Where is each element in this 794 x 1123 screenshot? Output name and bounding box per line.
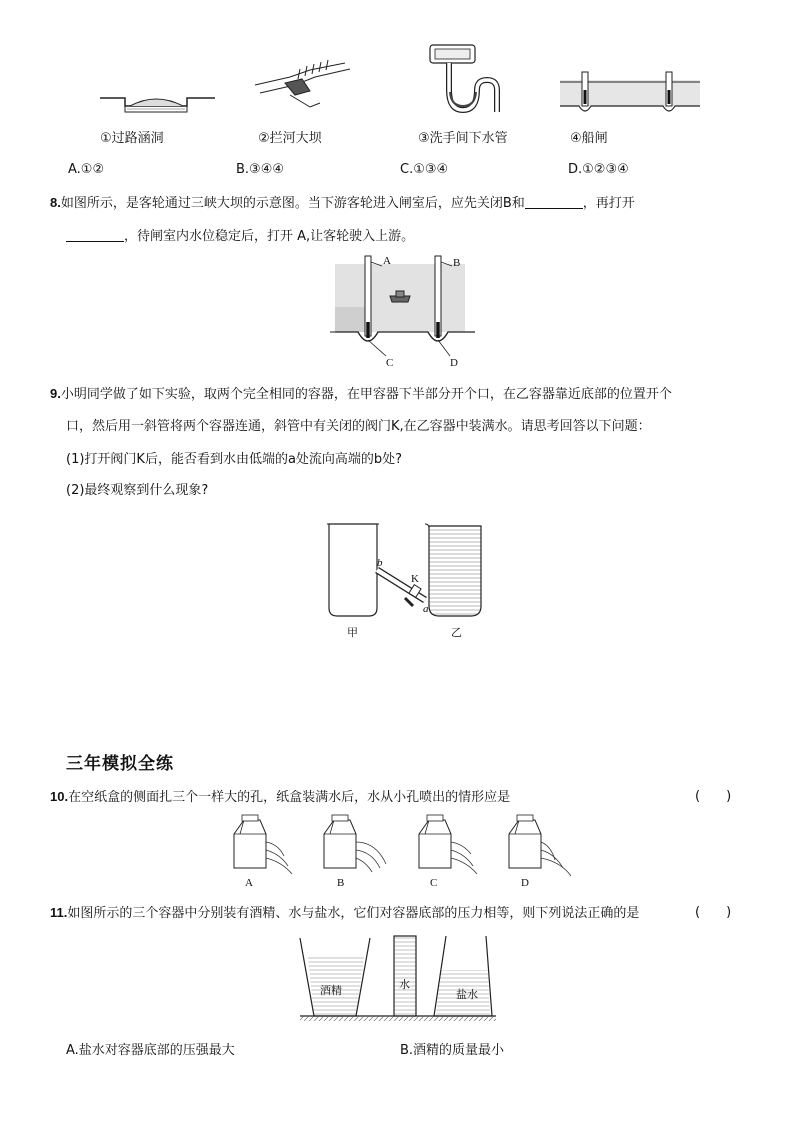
three-containers-figure [298, 932, 498, 1027]
q9-line1 [50, 385, 672, 404]
q11-option-b[interactable]: B.酒精的质量最小 [400, 1043, 505, 1058]
caption-dam: ②拦河大坝 [258, 131, 322, 146]
label-b-point: b [377, 557, 383, 569]
label-water: 水 [399, 978, 410, 991]
label-valve-k: K [411, 573, 419, 585]
label-a: A [383, 255, 391, 267]
q10-answer-paren[interactable]: ( ) [695, 789, 732, 804]
q9-sub2: (2)最终观察到什么现象? [66, 483, 209, 498]
label-d: D [450, 357, 458, 369]
label-container-yi: 乙 [451, 626, 462, 639]
q8-text1: 如图所示，是客轮通过三峡大坝的示意图。当下游客轮进入闸室后，应先关闭B和 [60, 196, 525, 211]
q8-line2 [66, 227, 414, 246]
label-a-point: a [423, 603, 429, 615]
q9-text-line1: 小明同学做了如下实验，取两个完全相同的容器，在甲容器下半部分开个口，在乙容器靠近底部的位置开个 [60, 387, 672, 402]
connected-containers-figure [325, 520, 485, 645]
q8-number: 8. [50, 195, 61, 210]
three-gorges-lock-figure [330, 252, 480, 372]
caption-culvert: ①过路涵洞 [100, 131, 164, 146]
q9-number: 9. [50, 386, 61, 401]
q8-blank2[interactable] [66, 227, 124, 242]
q11-option-a[interactable]: A.盐水对容器底部的压强最大 [66, 1043, 235, 1058]
sink-pipe-figure [425, 40, 505, 120]
label-container-jia: 甲 [347, 626, 358, 639]
carton-label-a: A [245, 877, 253, 889]
q11-text: 如图所示的三个容器中分别装有酒精、水与盐水，它们对容器底部的压力相等，则下列说法正确的是 [67, 906, 640, 921]
milk-carton-figure [225, 812, 585, 892]
label-b: B [453, 257, 461, 269]
carton-label-b: B [337, 877, 345, 889]
caption-ship-lock: ④船闸 [570, 131, 608, 146]
ship-lock-figure [555, 68, 705, 118]
q8-blank1[interactable] [525, 194, 583, 209]
q9-sub1: (1)打开阀门K后，能否看到水由低端的a处流向高端的b处? [66, 452, 403, 467]
q7-option-c[interactable]: C.①③④ [400, 162, 449, 177]
q8-line1 [50, 194, 635, 213]
culvert-figure [95, 80, 220, 120]
q7-option-b[interactable]: B.③④④ [236, 162, 285, 177]
carton-d [509, 815, 571, 876]
carton-label-d: D [521, 877, 529, 889]
q11-answer-paren[interactable]: ( ) [695, 905, 732, 920]
q11-number: 11. [50, 905, 68, 920]
q11-line [50, 904, 639, 923]
q7-option-a[interactable]: A.①② [68, 162, 105, 177]
carton-label-c: C [430, 877, 438, 889]
q7-option-d[interactable]: D.①②③④ [568, 162, 629, 177]
dam-figure [250, 55, 360, 115]
caption-sink-pipe: ③洗手间下水管 [418, 131, 508, 146]
q8-text3: ，待闸室内水位稳定后，打开 A,让客轮驶入上游。 [124, 229, 415, 244]
label-c: C [386, 357, 394, 369]
q10-line [50, 788, 510, 807]
q8-text2: ，再打开 [582, 196, 635, 211]
q9-line2: 口，然后用一斜管将两个容器连通，斜管中有关闭的阀门K,在乙容器中装满水。请思考回答以下问题： [66, 419, 651, 434]
label-brine: 盐水 [456, 988, 478, 1001]
carton-a [234, 815, 292, 874]
section-title: 三年模拟全练 [66, 754, 174, 774]
q10-text: 在空纸盒的侧面扎三个一样大的孔，纸盒装满水后，水从小孔喷出的情形应是 [68, 790, 511, 805]
q10-number: 10. [50, 789, 69, 804]
label-alcohol: 酒精 [320, 984, 342, 997]
carton-c [419, 815, 477, 874]
carton-b [324, 815, 386, 872]
